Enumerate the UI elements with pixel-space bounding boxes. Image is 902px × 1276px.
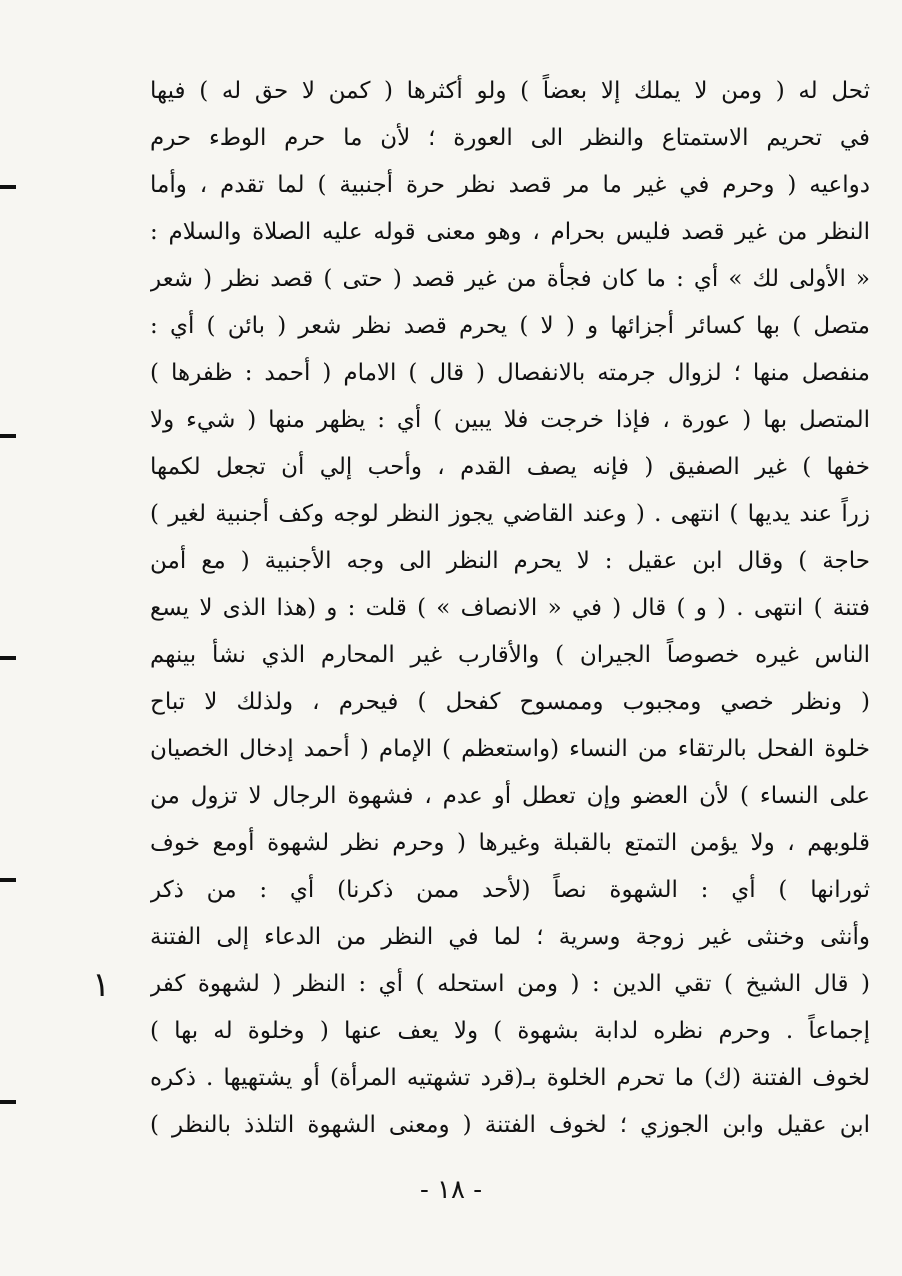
binding-mark xyxy=(0,878,16,882)
text-line: إجماعاً . وحرم نظره لدابة بشهوة ) ولا يعف عنها ( وخلوة له بها ) xyxy=(150,1018,870,1044)
text-line: ابن عقيل وابن الجوزي ؛ لخوف الفتنة ( ومعنى الشهوة التلذذ بالنظر ) xyxy=(150,1112,870,1138)
text-line: حاجة ) وقال ابن عقيل : لا يحرم النظر الى وجه الأجنبية ( مع أمن xyxy=(150,548,870,574)
text-line: على النساء ) لأن العضو وإن تعطل أو عدم ، فشهوة الرجال لا تزول من xyxy=(150,783,870,809)
text-line: ( قال الشيخ ) تقي الدين : ( ومن استحله ) أي : النظر ( لشهوة كفر xyxy=(150,971,870,997)
text-line: زراً عند يديها ) انتهى . ( وعند القاضي يجوز النظر لوجه وكف أجنبية لغير ) xyxy=(150,501,870,527)
text-line: في تحريم الاستمتاع والنظر الى العورة ؛ لأن ما حرم الوطء حرم xyxy=(150,125,870,151)
text-line: الناس غيره خصوصاً الجيران ) والأقارب غير المحارم الذي نشأ بينهم xyxy=(150,642,870,668)
binding-mark xyxy=(0,1100,16,1104)
text-line: لخوف الفتنة (ك) ما تحرم الخلوة بـ(قرد تشهتيه المرأة) أو يشتهيها . ذكره xyxy=(150,1065,870,1091)
text-line: ( ونظر خصي ومجبوب وممسوح كفحل ) فيحرم ، ولذلك لا تباح xyxy=(150,689,870,715)
text-line: منفصل منها ؛ لزوال جرمته بالانفصال ( قال ) الامام ( أحمد : ظفرها ) xyxy=(150,360,870,386)
margin-note: ١ xyxy=(92,965,111,1005)
text-line: وأنثى وخنثى غير زوجة وسرية ؛ لما في النظر من الدعاء إلى الفتنة xyxy=(150,924,870,950)
text-line: قلوبهم ، ولا يؤمن التمتع بالقبلة وغيرها ( وحرم نظر لشهوة أومع خوف xyxy=(150,830,870,856)
text-line: خلوة الفحل بالرتقاء من النساء (واستعظم ) الإمام ( أحمد إدخال الخصيان xyxy=(150,736,870,762)
text-line: خفها ) غير الصفيق ( فإنه يصف القدم ، وأحب إلي أن تجعل لكمها xyxy=(150,454,870,480)
text-line: ثورانها ) أي : الشهوة نصاً (لأحد ممن ذكرنا) أي : من ذكر xyxy=(150,877,870,903)
text-line: المتصل بها ( عورة ، فإذا خرجت فلا يبين ) أي : يظهر منها ( شيء ولا xyxy=(150,407,870,433)
binding-mark xyxy=(0,434,16,438)
body-text xyxy=(150,68,870,1149)
text-line: « الأولى لك » أي : ما كان فجأة من غير قصد ( حتى ) قصد نظر ( شعر xyxy=(150,266,870,292)
text-line: ثحل له ( ومن لا يملك إلا بعضاً ) ولو أكثرها ( كمن لا حق له ) فيها xyxy=(150,78,870,104)
text-line: دواعيه ( وحرم في غير ما مر قصد نظر حرة أجنبية ) لما تقدم ، وأما xyxy=(150,172,870,198)
binding-mark xyxy=(0,656,16,660)
text-line: النظر من غير قصد فليس بحرام ، وهو معنى قوله عليه الصلاة والسلام : xyxy=(150,219,870,245)
text-line: فتنة ) انتهى . ( و ) قال ( في « الانصاف » ) قلت : و (هذا الذى لا يسع xyxy=(150,595,870,621)
text-line: متصل ) بها كسائر أجزائها و ( لا ) يحرم قصد نظر شعر ( بائن ) أي : xyxy=(150,313,870,339)
page-number: - ١٨ - xyxy=(419,1175,483,1205)
binding-mark xyxy=(0,185,16,189)
